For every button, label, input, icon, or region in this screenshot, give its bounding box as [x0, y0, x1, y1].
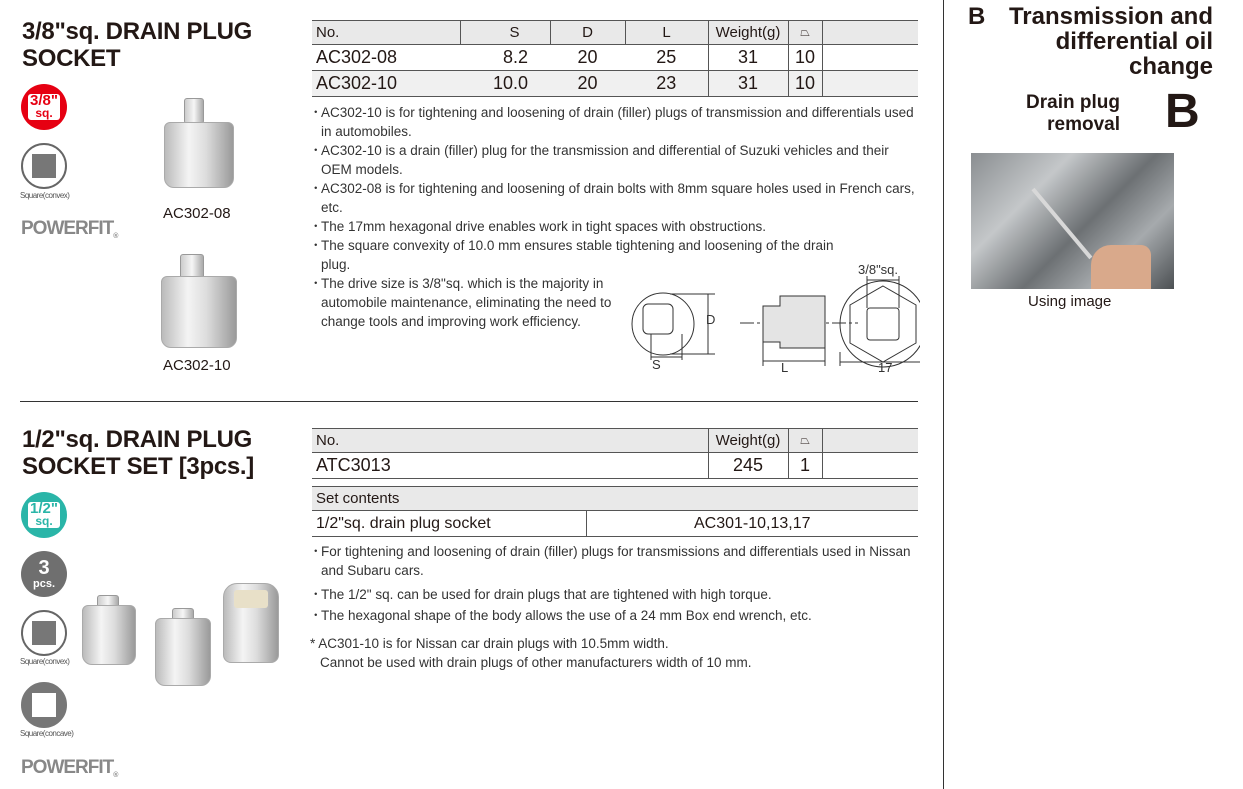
product-label: AC302-08: [163, 205, 231, 222]
spec-table-2: No. Weight(g) ⏢ ATC3013 245 1: [312, 428, 918, 479]
product-image-socket-body: [155, 618, 211, 686]
set-contents-table: Set contents 1/2"sq. drain plug socket AC301-10,13,17: [312, 486, 918, 537]
square-concave-icon: [21, 682, 67, 728]
square-convex-icon: [21, 143, 67, 189]
product-label: AC302-10: [163, 357, 231, 374]
wrench-shape: [1031, 188, 1092, 260]
dim-s-label: S: [652, 357, 661, 372]
section-divider: [20, 401, 918, 402]
using-image-photo: [971, 153, 1174, 289]
notes-2-block: [309, 542, 917, 672]
dim-l-label: L: [781, 360, 789, 375]
box-icon: ⏢: [788, 21, 822, 45]
notes-2: ・ For tightening and loosening of drain (filler) plugs for transmissions and differentials used in Nissan and Subaru cars. ・ The 1/2" sq. can be used for drain plugs that are tightened with high torque. ・ The hexagonal shape of the body allows the use of a 24 mm Box end wrench, etc.: [309, 542, 917, 626]
sidebar-letter: B: [968, 3, 986, 30]
sidebar-title: Transmission and differential oil change: [1008, 3, 1213, 80]
notes-1: ・ AC302-10 is for tightening and loosening of drain (filler) plugs of transmission and differentials used in automobiles. ・ AC302-10 is a drain (filler) plug for the transmission and differential of Suzuki vehicles and their OEM models. ・ AC302-08 is for tightening and loosening of drain bolts with 8mm square holes used in French cars, etc. ・ The 17mm hexagonal drive enables work in tight spaces with obstructions. ・ The square convexity of 10.0 mm ensures stable tightening and loosening of the drain plug. ・ The drive size is 3/8"sq. which is the majority in automobile maintenance, eliminating the need to change tools and improving work efficiency.: [309, 103, 917, 331]
shape-caption: Square(concave): [20, 729, 74, 738]
product-image-ac302-08: [184, 98, 204, 124]
pieces-badge: 3 pcs.: [21, 551, 67, 597]
drive-size-badge: 1/2" sq.: [21, 492, 67, 538]
table-row: AC302-08 8.2 20 25 31 10: [312, 45, 918, 71]
drive-size-badge: 3/8" sq.: [21, 84, 67, 130]
sidebar-subtitle: Drain plug removal: [1026, 92, 1120, 135]
dim-hex-label: 17: [878, 360, 893, 375]
sidebar-big-letter: B: [1165, 85, 1200, 138]
product-image-ac302-10-body: [161, 276, 237, 348]
shape-caption: Square(convex): [20, 657, 70, 666]
product-image-socket-body: [82, 605, 136, 665]
hand-shape: [1091, 245, 1151, 289]
product-image-socket-17: [223, 583, 279, 663]
table-row: ATC3013 245 1: [312, 453, 918, 479]
shape-caption: Square(convex): [20, 191, 70, 200]
dimension-diagram: [620, 262, 920, 380]
powerfit-logo: POWERFIT®: [21, 757, 118, 779]
dim-d-label: D: [706, 312, 716, 327]
powerfit-logo: POWERFIT®: [21, 218, 118, 240]
table-row: AC302-10 10.0 20 23 31 10: [312, 71, 918, 97]
dim-drive-label: 3/8"sq.: [858, 262, 899, 277]
square-convex-icon: [21, 610, 67, 656]
product-image-ac302-08-body: [164, 122, 234, 188]
sidebar-header: [968, 4, 1213, 79]
sidebar-divider: [943, 0, 944, 789]
table-row: 1/2"sq. drain plug socket AC301-10,13,17: [312, 511, 918, 537]
section1-title: 3/8"sq. DRAIN PLUG SOCKET: [22, 18, 253, 72]
box-icon: ⏢: [788, 429, 822, 453]
footnote: * AC301-10 is for Nissan car drain plugs with 10.5mm width. Cannot be used with drain plugs of other manufacturers width of 10 mm.: [310, 636, 752, 670]
spec-table-1: No. S D L Weight(g) ⏢ AC302-08 8.2 20 25 31 10 AC302-10 10.0 20 23 31 10: [312, 20, 918, 97]
image-caption: Using image: [1028, 293, 1112, 310]
section2-title: 1/2"sq. DRAIN PLUG SOCKET SET [3pcs.]: [22, 426, 254, 480]
